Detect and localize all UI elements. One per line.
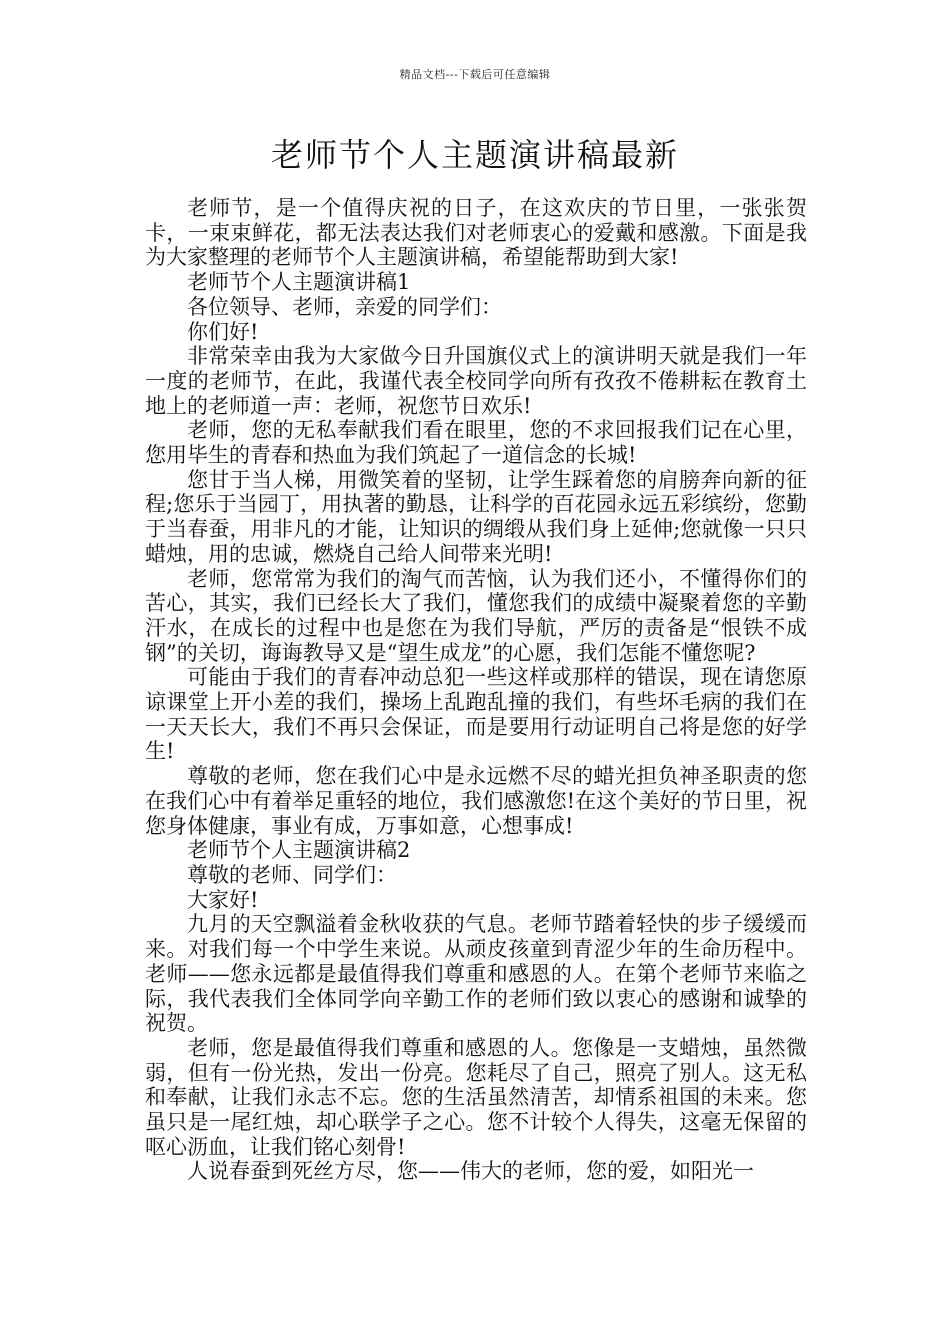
paragraph: 老师，您常常为我们的淘气而苦恼，认为我们还小，不懂得你们的苦心，其实，我们已经长大了我们，懂您我们的成绩中凝聚着您的辛勤汗水，在成长的过程中也是您在为我们导航，严厉的责备是“恨铁不成钢”的关切，诲诲教导又是“望生成龙”的心愿，我们怎能不懂您呢? <box>145 566 807 665</box>
paragraph: 您甘于当人梯，用微笑着的坚韧，让学生踩着您的肩膀奔向新的征程;您乐于当园丁，用执著的勤恳，让科学的百花园永远五彩缤纷，您勤于当春蚕，用非凡的才能，让知识的绸缎从我们身上延伸;您就像一只只蜡烛，用的忠诚，燃烧自己给人间带来光明! <box>145 467 807 566</box>
section-heading: 老师节个人主题演讲稿1 <box>187 270 411 295</box>
salutation: 各位领导、老师，亲爱的同学们： <box>187 294 502 319</box>
paragraph: 非常荣幸由我为大家做今日升国旗仪式上的演讲明天就是我们一年一度的老师节，在此，我谨代表全校同学向所有孜孜不倦耕耘在教育土地上的老师道一声：老师，祝您节日欢乐! <box>145 344 807 418</box>
salutation: 尊敬的老师、同学们： <box>187 862 397 887</box>
document-body <box>145 196 807 1184</box>
paragraph: 老师节，是一个值得庆祝的日子，在这欢庆的节日里，一张张贺卡，一束束鲜花，都无法表达我们对老师衷心的爱戴和感激。下面是我为大家整理的老师节个人主题演讲稿，希望能帮助到大家! <box>145 196 807 270</box>
paragraph: 人说春蚕到死丝方尽，您——伟大的老师，您的爱，如阳光一 <box>187 1159 754 1184</box>
paragraph: 可能由于我们的青春冲动总犯一些这样或那样的错误，现在请您原谅课堂上开小差的我们，操场上乱跑乱撞的我们，有些坏毛病的我们在一天天长大，我们不再只会保证，而是要用行动证明自己将是您的好学生! <box>145 665 807 764</box>
greeting: 你们好! <box>187 319 259 344</box>
document-title: 老师节个人主题演讲稿最新 <box>270 136 679 174</box>
greeting: 大家好! <box>187 887 259 912</box>
header-note: 精品文档---下载后可任意编辑 <box>399 68 551 81</box>
paragraph: 九月的天空飘溢着金秋收获的气息。老师节踏着轻快的步子缓缓而来。对我们每一个中学生来说。从顽皮孩童到青涩少年的生命历程中。老师——您永远都是最值得我们尊重和感恩的人。在第个老师节来临之际，我代表我们全体同学向辛勤工作的老师们致以衷心的感谢和诚挚的祝贺。 <box>145 912 807 1036</box>
paragraph: 尊敬的老师，您在我们心中是永远燃不尽的蜡光担负神圣职责的您在我们心中有着举足重轻的地位，我们感激您!在这个美好的节日里，祝您身体健康，事业有成，万事如意，心想事成! <box>145 764 807 838</box>
paragraph: 老师，您是最值得我们尊重和感恩的人。您像是一支蜡烛，虽然微弱，但有一份光热，发出一份亮。您耗尽了自己，照亮了别人。这无私和奉献，让我们永志不忘。您的生活虽然清苦，却情系祖国的未来。您虽只是一尾红烛，却心联学子之心。您不计较个人得失，这毫无保留的呕心沥血，让我们铭心刻骨! <box>145 1035 807 1159</box>
section-heading: 老师节个人主题演讲稿2 <box>187 838 411 863</box>
paragraph: 老师，您的无私奉献我们看在眼里，您的不求回报我们记在心里，您用毕生的青春和热血为我们筑起了一道信念的长城! <box>145 418 807 468</box>
